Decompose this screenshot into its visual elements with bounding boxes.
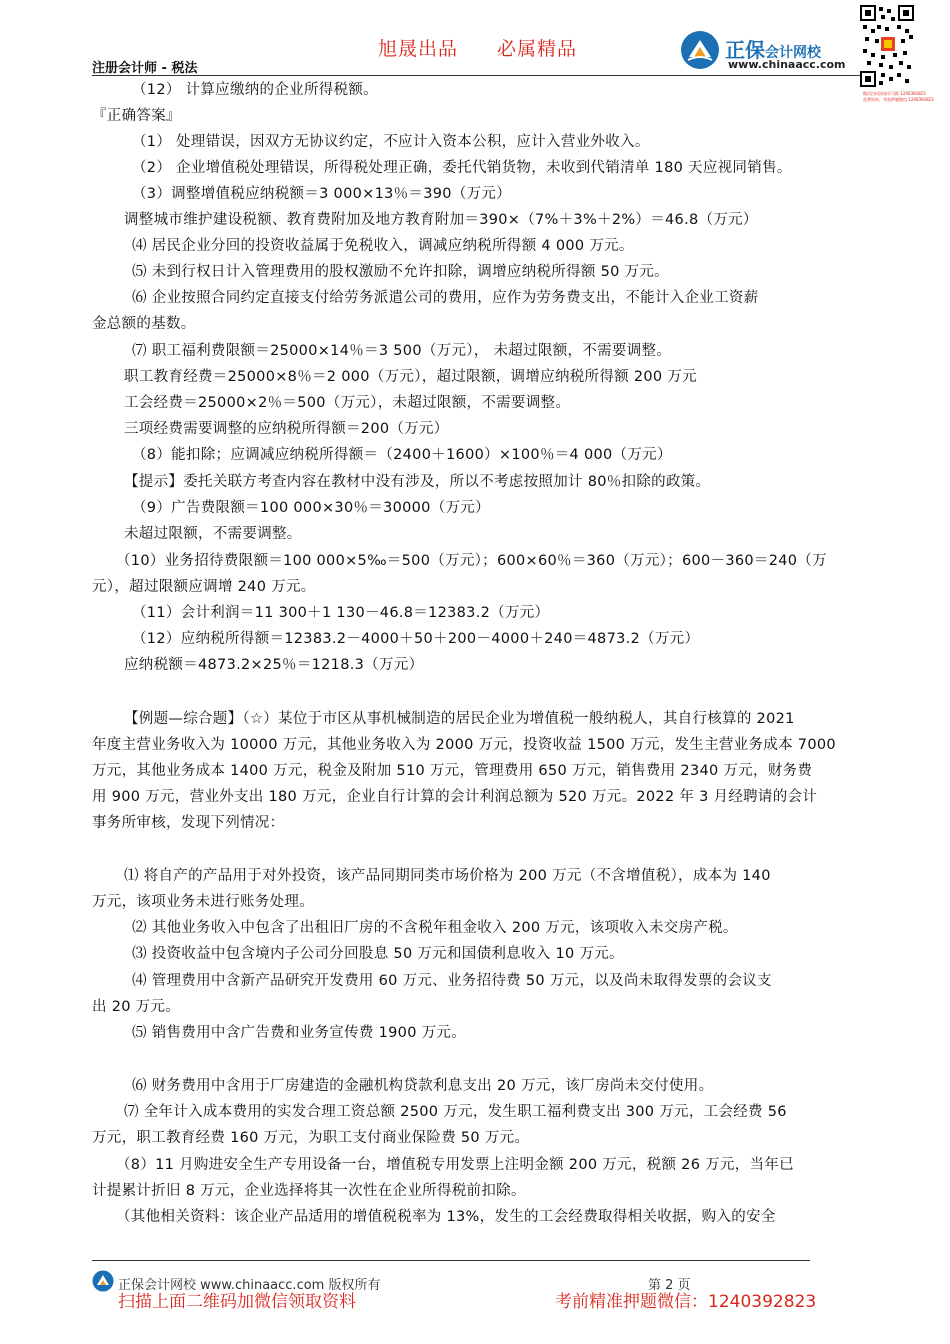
text-line: 应纳税额＝4873.2×25％＝1218.3（万元） xyxy=(124,657,424,673)
logo-url: www.chinaacc.com xyxy=(728,58,846,71)
text-line: 用 900 万元，营业外支出 180 万元，企业自行计算的会计利润总额为 520 万元。2022 年 3 月经聘请的会计 xyxy=(92,789,818,805)
page-number: 第 2 页 xyxy=(648,1278,691,1293)
footer-promo-right: 考前精准押题微信：1240392823 xyxy=(555,1292,817,1312)
text-line: （其他相关资料：该企业产品适用的增值税税率为 13%，发生的工会经费取得相关收据，购入的安全 xyxy=(116,1209,776,1225)
section-heading: 『正确答案』 xyxy=(92,108,181,124)
text-line: ⑶ 投资收益中包含境内子公司分回股息 50 万元和国债利息收入 10 万元。 xyxy=(132,946,624,962)
qr-caption-1: 微信扫码添加学习群 1240392823 xyxy=(863,91,926,96)
text-line: （8）11 月购进安全生产专用设备一台，增值税专用发票上注明金额 200 万元，税额 26 万元，当年已 xyxy=(116,1157,794,1173)
header-brand-left: 旭晟出品 xyxy=(378,38,459,60)
logo-mark-icon xyxy=(680,30,720,70)
text-line: （2） 企业增值税处理错误，所得税处理正确，委托代销货物，未收到代销清单 180 天应视同销售。 xyxy=(132,160,792,176)
text-line: ⑷ 管理费用中含新产品研究开发费用 60 万元、业务招待费 50 万元，以及尚未取得发票的会议支 xyxy=(132,973,772,989)
text-line: ⑹ 企业按照合同约定直接支付给劳务派遣公司的费用，应作为劳务费支出，不能计入企业工资薪 xyxy=(132,290,759,306)
text-line: （1） 处理错误，因双方无协议约定，不应计入资本公积，应计入营业外收入。 xyxy=(132,134,650,150)
text-line: （8）能扣除；应调减应纳税所得额＝（2400＋1600）×100％＝4 000（万元） xyxy=(132,447,672,463)
text-line: 未超过限额，不需要调整。 xyxy=(124,526,302,542)
tip-line: 【提示】委托关联方考查内容在教材中没有涉及，所以不考虑按照加计 80％扣除的政策。 xyxy=(124,474,711,490)
logo-name-main: 正保 xyxy=(725,38,765,62)
text-line: 万元，职工教育经费 160 万元，为职工支付商业保险费 50 万元。 xyxy=(92,1130,530,1146)
text-line: （3）调整增值税应纳税额＝3 000×13％＝390（万元） xyxy=(132,186,512,202)
text-line: ⑵ 其他业务收入中包含了出租旧厂房的不含税年租金收入 200 万元，该项收入未交房产税。 xyxy=(132,920,738,936)
qr-caption-2: 免费资料、考前押题微信 1240392823 xyxy=(863,97,934,102)
text-line: ⑴ 将自产的产品用于对外投资，该产品同期同类市场价格为 200 万元（不含增值税），成本为 140 xyxy=(124,868,771,884)
logo-name-sub: 会计网校 xyxy=(765,45,821,61)
text-line: ⑺ 职工福利费限额＝25000×14％＝3 500（万元）， 未超过限额，不需要调整。 xyxy=(132,343,672,359)
qr-code-icon xyxy=(860,5,914,87)
footer-promo-left: 扫描上面二维码加微信领取资料 xyxy=(118,1292,356,1312)
text-line: 调整城市维护建设税额、教育费附加及地方教育附加＝390×（7%＋3%＋2%）＝46.8（万元） xyxy=(124,212,758,228)
text-line: ⑸ 未到行权日计入管理费用的股权激励不允许扣除，调增应纳税所得额 50 万元。 xyxy=(132,264,669,280)
text-line: 万元，该项业务未进行账务处理。 xyxy=(92,894,314,910)
header-divider xyxy=(92,75,862,76)
header-brand-right: 必属精品 xyxy=(497,38,578,60)
footer-logo-icon xyxy=(92,1270,114,1292)
text-line: 金总额的基数。 xyxy=(92,316,196,332)
text-line: 万元，其他业务成本 1400 万元，税金及附加 510 万元，管理费用 650 万元，销售费用 2340 万元，财务费 xyxy=(92,763,813,779)
text-line: ⑺ 全年计入成本费用的实发合理工资总额 2500 万元，发生职工福利费支出 300 万元，工会经费 56 xyxy=(124,1104,787,1120)
footer-copyright: 正保会计网校 www.chinaacc.com 版权所有 xyxy=(118,1278,381,1293)
text-line: （11）会计利润＝11 300＋1 130－46.8＝12383.2（万元） xyxy=(132,605,550,621)
chinaacc-logo xyxy=(680,30,860,74)
text-line: （10）业务招待费限额＝100 000×5‰＝500（万元）；600×60％＝360（万元）；600－360＝240（万 xyxy=(116,553,827,569)
text-line: ⑸ 销售费用中含广告费和业务宣传费 1900 万元。 xyxy=(132,1025,467,1041)
text-line: 年度主营业务收入为 10000 万元，其他业务收入为 2000 万元，投资收益 1500 万元，发生主营业务成本 7000 xyxy=(92,737,836,753)
text-line: ⑹ 财务费用中含用于厂房建造的金融机构贷款利息支出 20 万元，该厂房尚未交付使用。 xyxy=(132,1078,714,1094)
text-line: 出 20 万元。 xyxy=(92,999,181,1015)
text-line: 三项经费需要调整的应纳税所得额＝200（万元） xyxy=(124,421,449,437)
text-line: （12） 计算应缴纳的企业所得税额。 xyxy=(132,82,378,98)
text-line: （12）应纳税所得额＝12383.2－4000＋50＋200－4000＋240＝4873.2（万元） xyxy=(132,631,700,647)
text-line: 职工教育经费＝25000×8％＝2 000（万元），超过限额，调增应纳税所得额 200 万元 xyxy=(124,369,697,385)
text-line: ⑷ 居民企业分回的投资收益属于免税收入，调减应纳税所得额 4 000 万元。 xyxy=(132,238,634,254)
footer-divider xyxy=(92,1260,810,1261)
text-line: （9）广告费限额＝100 000×30％＝30000（万元） xyxy=(132,500,490,516)
text-line: 事务所审核，发现下列情况： xyxy=(92,815,285,831)
text-line: 工会经费＝25000×2％＝500（万元），未超过限额，不需要调整。 xyxy=(124,395,571,411)
course-title: 注册会计师 - 税法 xyxy=(92,61,198,76)
text-line: 计提累计折旧 8 万元，企业选择将其一次性在企业所得税前扣除。 xyxy=(92,1183,526,1199)
text-line: 元），超过限额应调增 240 万元。 xyxy=(92,579,316,595)
example-heading: 【例题—综合题】（☆）某位于市区从事机械制造的居民企业为增值税一般纳税人，其自行核算的 2021 xyxy=(124,711,795,727)
